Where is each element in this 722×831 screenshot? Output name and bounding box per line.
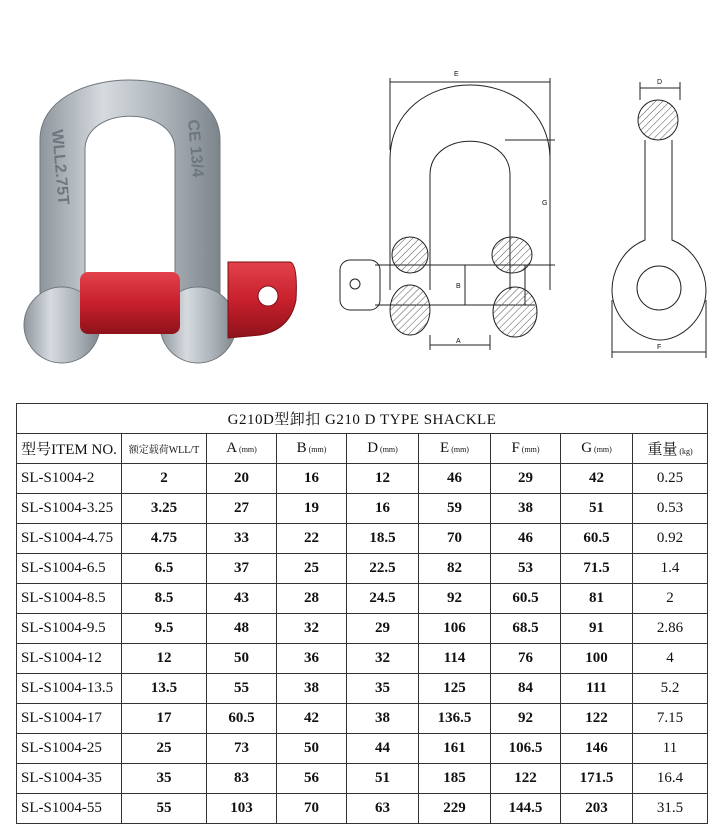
table-cell: 46: [491, 524, 561, 554]
table-cell: 42: [277, 704, 347, 734]
table-cell: 19: [277, 494, 347, 524]
table-cell: 70: [277, 794, 347, 824]
item-number-cell: SL-S1004-13.5: [17, 674, 122, 704]
table-cell: 171.5: [561, 764, 633, 794]
table-row: [17, 614, 708, 644]
side-view-drawing: [612, 82, 706, 358]
table-cell: 22.5: [347, 554, 419, 584]
column-header: [491, 434, 561, 464]
front-view-drawing: [340, 78, 555, 350]
weight-cell: 1.4: [633, 554, 708, 584]
table-cell: 46: [419, 464, 491, 494]
table-cell: 122: [561, 704, 633, 734]
table-cell: 33: [207, 524, 277, 554]
table-cell: 38: [347, 704, 419, 734]
table-cell: 146: [561, 734, 633, 764]
table-cell: 4.75: [122, 524, 207, 554]
column-header: [419, 434, 491, 464]
table-body: [17, 464, 708, 824]
table-row: [17, 644, 708, 674]
item-number-cell: SL-S1004-25: [17, 734, 122, 764]
table-cell: 71.5: [561, 554, 633, 584]
table-cell: 229: [419, 794, 491, 824]
table-row: [17, 704, 708, 734]
table-cell: 22: [277, 524, 347, 554]
weight-cell: 5.2: [633, 674, 708, 704]
dim-label-b: B: [456, 283, 461, 290]
column-header: [633, 434, 708, 464]
table-cell: 136.5: [419, 704, 491, 734]
dim-label-e: E: [454, 71, 459, 78]
table-cell: 51: [347, 764, 419, 794]
table-cell: 111: [561, 674, 633, 704]
table-cell: 51: [561, 494, 633, 524]
table-cell: 35: [122, 764, 207, 794]
table-cell: 25: [277, 554, 347, 584]
table-cell: 70: [419, 524, 491, 554]
item-number-cell: SL-S1004-17: [17, 704, 122, 734]
table-cell: 63: [347, 794, 419, 824]
table-cell: 82: [419, 554, 491, 584]
table-cell: 6.5: [122, 554, 207, 584]
table-cell: 106.5: [491, 734, 561, 764]
table-row: [17, 764, 708, 794]
column-header-unit: (mm): [451, 445, 469, 454]
table-cell: 84: [491, 674, 561, 704]
table-cell: 24.5: [347, 584, 419, 614]
table-cell: 29: [491, 464, 561, 494]
table-cell: 55: [122, 794, 207, 824]
table-cell: 122: [491, 764, 561, 794]
table-row: [17, 584, 708, 614]
dim-label-d: D: [657, 79, 663, 86]
item-number-cell: SL-S1004-6.5: [17, 554, 122, 584]
dim-label-g: G: [542, 200, 548, 207]
table-cell: 42: [561, 464, 633, 494]
table-cell: 20: [207, 464, 277, 494]
table-row: [17, 794, 708, 824]
table-row: [17, 734, 708, 764]
table-row: [17, 674, 708, 704]
table-cell: 32: [277, 614, 347, 644]
table-cell: 50: [207, 644, 277, 674]
table-cell: 55: [207, 674, 277, 704]
item-number-cell: SL-S1004-9.5: [17, 614, 122, 644]
column-header-label: 额定载荷WLL/T: [128, 445, 200, 456]
column-header-label: A: [226, 440, 238, 456]
column-header-unit: (mm): [594, 445, 612, 454]
table-cell: 16: [277, 464, 347, 494]
weight-cell: 0.92: [633, 524, 708, 554]
table-cell: 144.5: [491, 794, 561, 824]
weight-cell: 0.25: [633, 464, 708, 494]
shackle-photo: [24, 80, 296, 363]
spec-table: [16, 403, 708, 824]
table-title: G210D型卸扣 G210 D TYPE SHACKLE: [17, 404, 708, 434]
column-header-label: 重量: [647, 442, 678, 458]
table-cell: 28: [277, 584, 347, 614]
table-cell: 103: [207, 794, 277, 824]
table-header-row: [17, 434, 708, 464]
table-cell: 53: [491, 554, 561, 584]
weight-cell: 2: [633, 584, 708, 614]
table-cell: 3.25: [122, 494, 207, 524]
table-row: [17, 524, 708, 554]
weight-cell: 2.86: [633, 614, 708, 644]
table-cell: 13.5: [122, 674, 207, 704]
column-header-label: G: [581, 440, 593, 456]
weight-cell: 11: [633, 734, 708, 764]
table-cell: 38: [491, 494, 561, 524]
weight-cell: 16.4: [633, 764, 708, 794]
table-cell: 203: [561, 794, 633, 824]
table-cell: 12: [122, 644, 207, 674]
column-header: [122, 434, 207, 464]
table-cell: 83: [207, 764, 277, 794]
table-cell: 25: [122, 734, 207, 764]
table-cell: 9.5: [122, 614, 207, 644]
table-cell: 60.5: [207, 704, 277, 734]
item-number-cell: SL-S1004-12: [17, 644, 122, 674]
table-cell: 60.5: [561, 524, 633, 554]
column-header-unit: (kg): [679, 447, 693, 456]
weight-cell: 31.5: [633, 794, 708, 824]
column-header: [207, 434, 277, 464]
table-title-row: [17, 404, 708, 434]
table-cell: 91: [561, 614, 633, 644]
wll-marking: WLL2.75T: [48, 128, 72, 206]
shackle-drawings: [0, 0, 722, 395]
table-cell: 37: [207, 554, 277, 584]
column-header-unit: (mm): [239, 445, 257, 454]
column-header-unit: (mm): [380, 445, 398, 454]
column-header-label: D: [367, 440, 379, 456]
table-cell: 35: [347, 674, 419, 704]
table-cell: 16: [347, 494, 419, 524]
table-cell: 36: [277, 644, 347, 674]
product-illustration: [0, 0, 722, 395]
item-number-cell: SL-S1004-55: [17, 794, 122, 824]
column-header: [347, 434, 419, 464]
item-number-cell: SL-S1004-2: [17, 464, 122, 494]
dim-label-f: F: [657, 344, 662, 351]
table-cell: 27: [207, 494, 277, 524]
column-header-label: B: [296, 440, 307, 456]
ce-marking: CE 13/4: [184, 118, 206, 178]
table-cell: 68.5: [491, 614, 561, 644]
column-header: [17, 434, 122, 464]
table-cell: 92: [419, 584, 491, 614]
column-header-unit: (mm): [308, 445, 327, 454]
column-header: [561, 434, 633, 464]
table-cell: 106: [419, 614, 491, 644]
table-cell: 8.5: [122, 584, 207, 614]
table-row: [17, 464, 708, 494]
table-cell: 12: [347, 464, 419, 494]
table-cell: 2: [122, 464, 207, 494]
table-cell: 32: [347, 644, 419, 674]
column-header-label: F: [511, 440, 520, 456]
weight-cell: 4: [633, 644, 708, 674]
weight-cell: 7.15: [633, 704, 708, 734]
table-cell: 59: [419, 494, 491, 524]
table-cell: 56: [277, 764, 347, 794]
table-cell: 81: [561, 584, 633, 614]
column-header-label: 型号ITEM NO.: [21, 442, 117, 458]
column-header-label: E: [440, 440, 450, 456]
table-cell: 43: [207, 584, 277, 614]
table-cell: 161: [419, 734, 491, 764]
table-cell: 18.5: [347, 524, 419, 554]
table-cell: 76: [491, 644, 561, 674]
table-cell: 60.5: [491, 584, 561, 614]
table-row: [17, 494, 708, 524]
table-cell: 17: [122, 704, 207, 734]
table-cell: 44: [347, 734, 419, 764]
table-cell: 29: [347, 614, 419, 644]
item-number-cell: SL-S1004-8.5: [17, 584, 122, 614]
column-header-unit: (mm): [521, 445, 540, 454]
item-number-cell: SL-S1004-3.25: [17, 494, 122, 524]
table-row: [17, 554, 708, 584]
table-cell: 92: [491, 704, 561, 734]
table-cell: 48: [207, 614, 277, 644]
table-cell: 50: [277, 734, 347, 764]
table-cell: 185: [419, 764, 491, 794]
table-cell: 38: [277, 674, 347, 704]
table-cell: 125: [419, 674, 491, 704]
table-cell: 114: [419, 644, 491, 674]
item-number-cell: SL-S1004-35: [17, 764, 122, 794]
dim-label-a: A: [456, 338, 461, 345]
weight-cell: 0.53: [633, 494, 708, 524]
table-cell: 100: [561, 644, 633, 674]
column-header: [277, 434, 347, 464]
table-cell: 73: [207, 734, 277, 764]
item-number-cell: SL-S1004-4.75: [17, 524, 122, 554]
